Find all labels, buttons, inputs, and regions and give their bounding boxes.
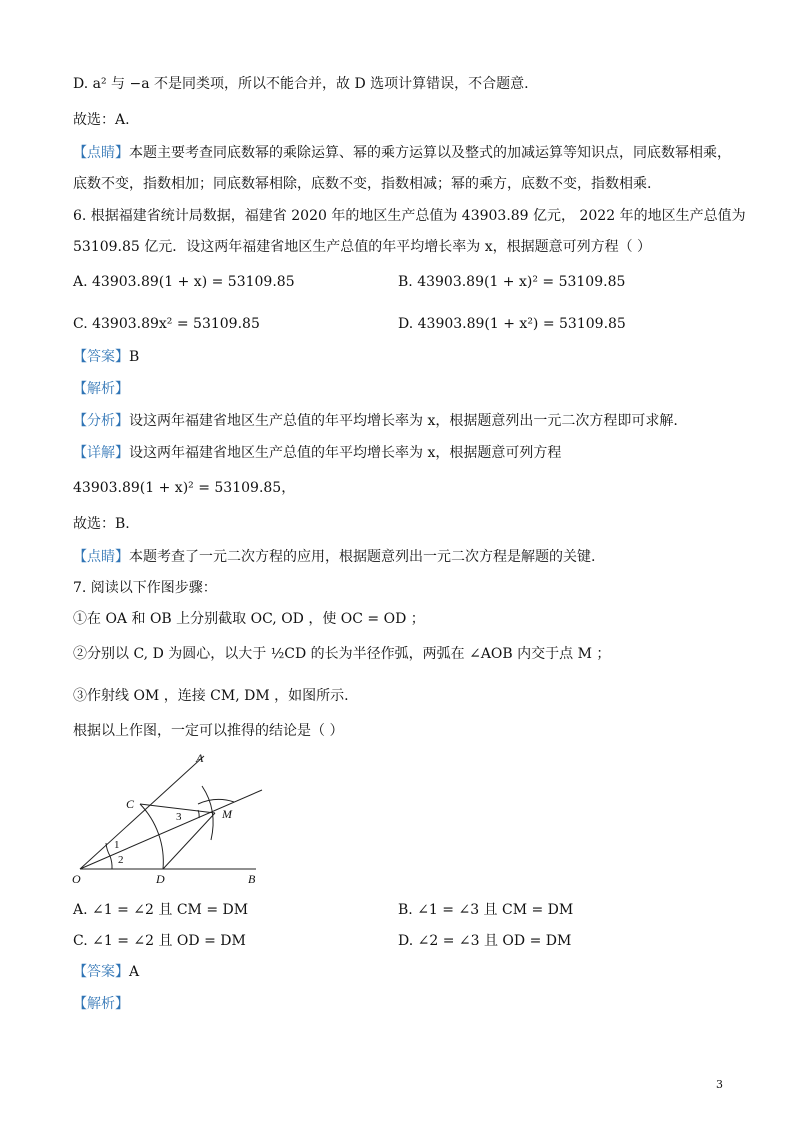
dianjing-text-2: 本题考查了一元二次方程的应用，根据题意列出一元二次方程是解题的关键. <box>129 549 596 565</box>
q6-xiangjie <box>73 443 561 463</box>
tag-answer-2: 【答案】 <box>73 964 129 980</box>
label-angle-3: 3 <box>176 811 182 823</box>
label-m: M <box>222 807 232 821</box>
angle-mark-1 <box>106 843 110 856</box>
tag-jiexi-2: 【解析】 <box>73 996 129 1012</box>
construction-figure <box>70 748 270 888</box>
answer-value-2: A <box>129 964 140 980</box>
tag-jiexi: 【解析】 <box>73 381 129 397</box>
q7-option-c: C. ∠1 = ∠2 且 OD = DM <box>73 933 246 949</box>
arc-from-d <box>198 799 234 804</box>
q7-step-2: ②分别以 C, D 为圆心，以大于 ½CD 的长为半径作弧，两弧在 ∠AOB 内交于点 M ； <box>73 646 611 662</box>
q6-option-b: B. 43903.89(1 + x)² = 53109.85 <box>398 274 626 290</box>
q6-dianjing <box>73 547 595 567</box>
line-dianjing-2: 底数不变，指数相加；同底数幂相除，底数不变，指数相减；幂的乘方，底数不变，指数相乘. <box>73 176 652 192</box>
q7-step-1: ①在 OA 和 OB 上分别截取 OC, OD ，使 OC = OD ； <box>73 611 425 627</box>
label-angle-2: 2 <box>118 854 124 866</box>
tag-dianjing: 【点睛】 <box>73 145 129 161</box>
tag-fenxi: 【分析】 <box>73 413 129 429</box>
answer-value: B <box>129 349 140 365</box>
q6-option-d: D. 43903.89(1 + x²) = 53109.85 <box>398 316 626 332</box>
q6-option-a: A. 43903.89(1 + x) = 53109.85 <box>73 274 295 290</box>
q7-option-b: B. ∠1 = ∠3 且 CM = DM <box>398 902 574 918</box>
line-choose-a: 故选：A. <box>73 112 130 128</box>
q6-fenxi <box>73 411 678 431</box>
q6-stem-1: 6. 根据福建省统计局数据，福建省 2020 年的地区生产总值为 43903.89 亿元， 2022 年的地区生产总值为 <box>73 208 746 224</box>
tag-answer: 【答案】 <box>73 349 129 365</box>
arc-cd <box>140 804 163 869</box>
fenxi-text: 设这两年福建省地区生产总值的年平均增长率为 x，根据题意列出一元二次方程即可求解. <box>129 413 678 429</box>
tag-dianjing-2: 【点睛】 <box>73 549 129 565</box>
line-dianjing-1 <box>73 143 731 163</box>
label-a: A <box>196 751 204 765</box>
q7-stem: 7. 阅读以下作图步骤： <box>73 580 217 596</box>
q7-answer <box>73 962 139 982</box>
q6-answer <box>73 347 139 367</box>
line-d-option: D. a² 与 −a 不是同类项，所以不能合并，故 D 选项计算错误，不合题意. <box>73 76 529 92</box>
page-number: 3 <box>716 1078 723 1091</box>
ray-om <box>80 790 262 869</box>
q7-option-a: A. ∠1 = ∠2 且 CM = DM <box>73 902 249 918</box>
angle-mark-2 <box>110 856 112 869</box>
dianjing-text-1: 本题主要考查同底数幂的乘除运算、幂的乘方运算以及整式的加减运算等知识点，同底数幂相乘， <box>129 145 731 161</box>
q6-choose: 故选：B. <box>73 516 130 532</box>
q7-jiexi <box>73 994 129 1014</box>
tag-xiangjie: 【详解】 <box>73 445 129 461</box>
q7-question: 根据以上作图，一定可以推得的结论是（ ） <box>73 723 344 739</box>
q6-equation: 43903.89(1 + x)² = 53109.85， <box>73 480 296 496</box>
q7-step-3: ③作射线 OM ，连接 CM, DM ，如图所示. <box>73 688 349 704</box>
label-b: B <box>248 872 256 886</box>
label-d: D <box>156 872 165 886</box>
label-angle-1: 1 <box>114 839 120 851</box>
xiangjie-text: 设这两年福建省地区生产总值的年平均增长率为 x，根据题意可列方程 <box>129 445 562 461</box>
q7-option-d: D. ∠2 = ∠3 且 OD = DM <box>398 933 572 949</box>
q6-stem-2: 53109.85 亿元．设这两年福建省地区生产总值的年平均增长率为 x，根据题意可列方程（ ） <box>73 239 652 255</box>
q6-option-c: C. 43903.89x² = 53109.85 <box>73 316 260 332</box>
q6-jiexi <box>73 379 129 399</box>
label-c: C <box>126 797 135 811</box>
label-o: O <box>72 872 81 886</box>
ray-oa <box>80 756 204 869</box>
